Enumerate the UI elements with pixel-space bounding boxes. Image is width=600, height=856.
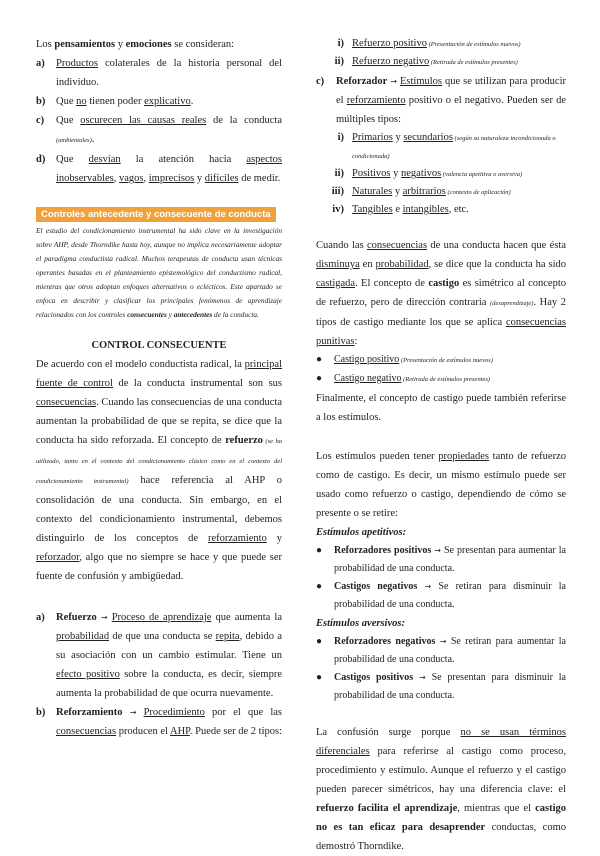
list-item: iii) Naturales y arbitrarios (contexto de aplicación) (331, 186, 511, 197)
list-item: ii) Refuerzo negativo (Retirada de estímulos presentes) (334, 56, 518, 67)
list-item: ● Castigo negativo (Retirada de estímulos presentes) (316, 373, 491, 384)
list-item-refuerzo: a) Refuerzo → Proceso de aprendizaje que aumenta la probabilidad de que una conducta se repita, debido a su asociación con un cambio estimular. Tiene un efecto positivo sobre la conducta, es decir, siempre aumenta la probabilidad de que ocurra nuevamente. (36, 612, 282, 699)
section-banner: Controles antecedente y consecuente de conducta (36, 207, 276, 222)
intro-paragraph: El estudio del condicionamiento instrumental ha sido clave en la investigación sobre AHP, desde Thorndike hasta hoy, aunque no implica necesariamente adoptar el paradigma conductista radical. Muchos terapeutas de conducta usan técnicas operantes basadas en el planteamiento epistemológico del conductismo radical, mientras que otros adoptan enfoques alternativos o eclécticos. Este apartado se enfoca en describir y clasificar los principales fenómenos de aprendizaje relacionados con los controles consecuentes y antecedentes de la conducta. (36, 226, 282, 319)
left-column (36, 0, 282, 741)
list-item: b) Que no tienen poder explicativo. (36, 96, 194, 107)
list-item: d) Que desvían la atención hacia aspectos inobservables, vagos, imprecisos y difíciles de medir. (36, 154, 282, 184)
apetitivos-title: Estímulos apetitivos: (316, 527, 407, 538)
list-item: ● Castigos negativos → Se retiran para disminuir la probabilidad de una conducta. (316, 581, 566, 610)
paragraph-confusion: La confusión surge porque no se usan términos diferenciales para referirse al castigo como proceso, procedimiento y estímulo. Aunque el refuerzo y el castigo pueden parecer simétricos, hay una diferencia clave: el refuerzo facilita el aprendizaje, mientras que el castigo no es tan eficaz para desaprender conductas, como demostró Thorndike. (316, 727, 567, 852)
list-item: ● Castigo positivo (Presentación de estímulos nuevos) (316, 354, 493, 365)
list-item: i) Refuerzo positivo (Presentación de estímulos nuevos) (337, 38, 521, 49)
section-title: CONTROL CONSECUENTE (91, 340, 227, 351)
intro-line: Los pensamientos y emociones se consideran: (36, 39, 235, 50)
list-item: ● Reforzadores negativos → Se retiran para aumentar la probabilidad de una conducta. (316, 636, 566, 665)
list-item: ● Reforzadores positivos → Se presentan para aumentar la probabilidad de una conducta. (316, 545, 566, 574)
list-item: ii) Positivos y negativos (valencia apetitiva o aversiva) (334, 168, 523, 179)
aversivos-title: Estímulos aversivos: (316, 618, 405, 629)
paragraph-estimulos: Los estímulos pueden tener propiedades tanto de refuerzo como de castigo. Es decir, un mismo estímulo puede ser usado como refuerzo o castigo, dependiendo de cómo se presente o se retire: (316, 451, 566, 519)
list-item: iv) Tangibles e intangibles, etc. (332, 204, 469, 215)
list-item-reforzador: c) Reforzador → Estímulos que se utilizan para producir el reforzamiento positivo o el negativo. Pueden ser de múltiples tipos: (316, 76, 567, 125)
paragraph-castigo: Cuando las consecuencias de una conducta hacen que ésta disminuya en probabilidad, se dice que la conducta ha sido castigada. El concepto de castigo es simétrico al concepto de refuerzo, pero de dirección contraria (desaprendizaje). Hay 2 tipos de castigo mediante los que se aplica consecuencias punitivas: (316, 240, 567, 347)
paragraph-control-consecuente: De acuerdo con el modelo conductista radical, la principal fuente de control de la conducta instrumental son sus consecuencias. Cuando las consecuencias de una conducta aumentan la probabilidad de que se repita, se dice que la conducta ha sido reforzada. El concepto de refuerzo (se ha utilizado, tanto en el contexto del condicionamiento clásico como en el contexto del condicionamiento instrumental) hace referencia al AHP o consolidación de una conducta. Sin embargo, en el contexto del condicionamiento instrumental, debemos distinguirlo de los conceptos de reforzamiento y reforzador, algo que no siempre se hace y que puede ser fuente de confusión y ambigüedad. (36, 359, 283, 582)
list-item: ● Castigos positivos → Se presentan para disminuir la probabilidad de una conducta. (316, 672, 566, 701)
list-item-reforzamiento: b) Reforzamiento → Procedimiento por el que las consecuencias producen el AHP. Puede ser de 2 tipos: (36, 707, 283, 737)
paragraph-final: Finalmente, el concepto de castigo puede también referirse a los estímulos. (316, 393, 566, 423)
list-item: a) Productos colaterales de la historia personal del individuo. (36, 58, 282, 88)
list-item: c) Que oscurecen las causas reales de la conducta (ambientales). (36, 115, 282, 145)
list-item: i) Primarios y secundarios (según su naturaleza incondicionada o condicionada) (337, 132, 556, 160)
right-column (316, 0, 566, 856)
